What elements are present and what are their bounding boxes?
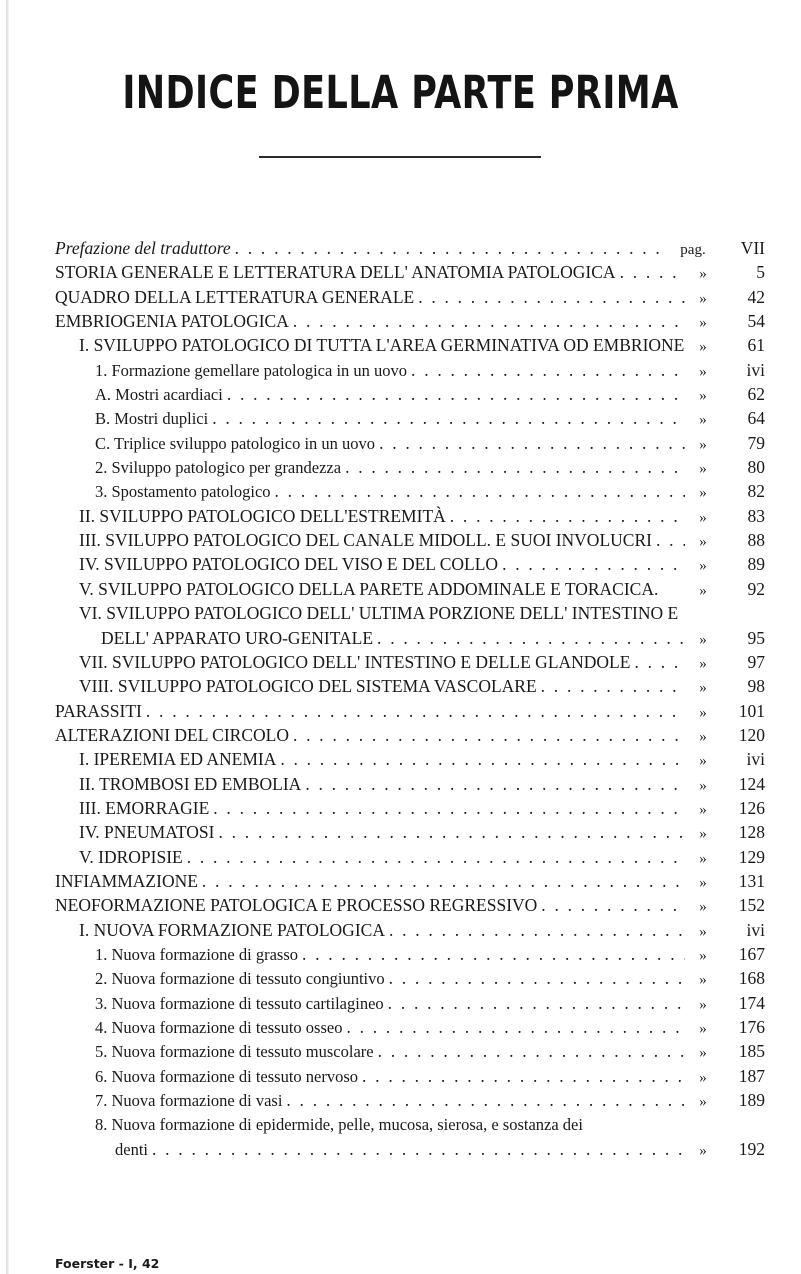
- toc-entry-page: 174: [738, 992, 765, 1013]
- toc-entry-title: INFIAMMAZIONE: [55, 870, 198, 891]
- toc-entry: [55, 603, 767, 627]
- toc-entry-title: 3. Nuova formazione di tessuto cartilagineo: [95, 993, 384, 1013]
- toc-entry: [55, 798, 767, 822]
- toc-entry: [55, 920, 767, 944]
- toc-entry: [55, 530, 767, 554]
- toc-entry-title: VI. SVILUPPO PATOLOGICO DELL' ULTIMA PORZIONE DELL' INTESTINO E: [79, 603, 679, 624]
- toc-entry: [55, 968, 767, 992]
- dot-leader: [293, 725, 685, 746]
- toc-entry-page: 92: [747, 578, 765, 599]
- dot-leader: [362, 1066, 685, 1087]
- toc-entry-title: 5. Nuova formazione di tessuto muscolare: [95, 1042, 374, 1062]
- toc-entry: [55, 895, 767, 919]
- toc-entry-title: IV. SVILUPPO PATOLOGICO DEL VISO E DEL COLLO: [79, 554, 499, 575]
- toc-entry: [55, 335, 767, 359]
- toc-entry-title: EMBRIOGENIA PATOLOGICA: [55, 311, 289, 332]
- toc-entry-page: 192: [738, 1138, 765, 1159]
- dot-leader: [280, 749, 685, 770]
- toc-entry-ref: »: [699, 899, 707, 916]
- toc-entry-title: C. Triplice sviluppo patologico in un uovo: [95, 433, 376, 453]
- dot-leader: [187, 847, 685, 868]
- toc-entry-page: 54: [747, 311, 765, 332]
- toc-entry-ref: »: [699, 582, 707, 599]
- toc-entry-title: 7. Nuova formazione di vasi: [95, 1091, 283, 1111]
- dot-leader: [418, 287, 685, 308]
- toc-entry-page: 189: [738, 1090, 765, 1111]
- toc-entry-ref: »: [699, 777, 707, 794]
- toc-entry-page: 185: [738, 1041, 765, 1062]
- toc-entry-ref: »: [699, 874, 707, 891]
- toc-entry-ref: »: [699, 509, 707, 526]
- dot-leader: [219, 822, 686, 843]
- dot-leader: [541, 895, 685, 916]
- toc-entry-page: 131: [738, 870, 765, 891]
- toc-entry-page: 128: [738, 822, 765, 843]
- toc-entry-ref: »: [699, 972, 707, 989]
- toc-entry: [55, 262, 767, 286]
- toc-entry-title: I. SVILUPPO PATOLOGICO DI TUTTA L'AREA GERMINATIVA OD EMBRIONE: [79, 335, 685, 356]
- toc-entry-title: VIII. SVILUPPO PATOLOGICO DEL SISTEMA VASCOLARE: [79, 676, 537, 697]
- toc-entry-title: I. NUOVA FORMAZIONE PATOLOGICA: [79, 919, 385, 940]
- toc-entry-ref: »: [699, 461, 707, 478]
- toc-entry: [55, 822, 767, 846]
- toc-entry-ref: »: [699, 534, 707, 551]
- toc-entry: [55, 579, 767, 603]
- toc-entry-page: ivi: [746, 359, 765, 380]
- toc-entry-title: 6. Nuova formazione di tessuto nervoso: [95, 1066, 359, 1086]
- toc-entry: [55, 1090, 767, 1114]
- toc-entry-page: 124: [738, 773, 765, 794]
- toc-entry-title: 4. Nuova formazione di tessuto osseo: [95, 1018, 343, 1037]
- toc-entry-page: 167: [738, 943, 765, 964]
- toc-entry-title: 8. Nuova formazione di epidermide, pelle, mucosa, sierosa, e sostanza dei: [95, 1115, 583, 1135]
- dot-leader: [346, 1017, 685, 1038]
- toc-entry-page: 89: [747, 554, 765, 575]
- toc-entry-title: II. SVILUPPO PATOLOGICO DELL'ESTREMITÀ: [79, 505, 446, 526]
- toc-entry-title: DELL' APPARATO URO-GENITALE: [101, 627, 374, 648]
- toc-entry-ref: »: [699, 388, 707, 405]
- dot-leader: [389, 968, 685, 989]
- toc-entry: [55, 1017, 767, 1041]
- toc-entry: [55, 725, 767, 749]
- toc-entry-page: 98: [747, 676, 765, 697]
- dot-leader: [379, 433, 685, 454]
- toc-entry-title: 1. Nuova formazione di grasso: [95, 944, 298, 964]
- dot-leader: [293, 311, 685, 332]
- toc-entry-title: III. SVILUPPO PATOLOGICO DEL CANALE MIDOLL. E SUOI INVOLUCRI: [79, 530, 652, 551]
- toc-entry-title: 3. Spostamento patologico: [95, 482, 271, 502]
- toc-entry: [55, 847, 767, 871]
- dot-leader: [286, 1090, 685, 1111]
- toc-entry-page: 80: [747, 457, 765, 478]
- toc-entry-ref: »: [699, 558, 707, 575]
- toc-entry: [55, 993, 767, 1017]
- toc-entry: [55, 1041, 767, 1065]
- toc-entry-title: A. Mostri acardiaci: [95, 385, 223, 405]
- toc-entry: [55, 676, 767, 700]
- dot-leader: [378, 1041, 685, 1062]
- toc-entry-title: denti: [115, 1139, 148, 1159]
- toc-entry-ref: »: [699, 923, 707, 940]
- toc-entry-ref: pag.: [680, 242, 706, 258]
- toc-entry-ref: »: [699, 826, 707, 843]
- toc-entry-page: 64: [747, 408, 765, 429]
- toc-entry: [55, 1139, 767, 1163]
- dot-leader: [212, 408, 685, 429]
- toc-entry: [55, 457, 767, 481]
- dot-leader: [305, 774, 685, 795]
- toc-entry: [55, 652, 767, 676]
- toc-entry-ref: »: [699, 947, 707, 964]
- toc-entry: [55, 1114, 767, 1138]
- toc-entry-ref: »: [699, 801, 707, 818]
- dot-leader: [620, 262, 685, 283]
- toc-entry-title: B. Mostri duplici: [95, 409, 209, 429]
- toc-entry-ref: »: [699, 728, 707, 745]
- toc-entry-title: ALTERAZIONI DEL CIRCOLO: [55, 724, 289, 745]
- dot-leader: [213, 798, 685, 819]
- toc-entry-page: VII: [740, 238, 765, 258]
- toc-entry-page: 95: [747, 627, 765, 648]
- dot-leader: [502, 554, 685, 575]
- toc-entry-ref: »: [699, 1069, 707, 1086]
- toc-entry-ref: »: [699, 485, 707, 502]
- dot-leader: [388, 993, 685, 1014]
- toc-entry-page: 101: [738, 700, 765, 721]
- toc-entry-title: QUADRO DELLA LETTERATURA GENERALE: [55, 286, 415, 307]
- toc-entry-title: III. EMORRAGIE: [79, 797, 210, 818]
- dot-leader: [146, 701, 685, 722]
- toc-entry-page: ivi: [746, 749, 765, 770]
- toc-entry: [55, 481, 767, 505]
- toc-entry-page: 126: [738, 797, 765, 818]
- toc-entry-title: I. IPEREMIA ED ANEMIA: [79, 749, 277, 770]
- toc-entry-ref: »: [699, 680, 707, 697]
- toc-entry-ref: »: [699, 412, 707, 429]
- dot-leader: [345, 457, 685, 478]
- toc-entry-page: 82: [747, 481, 765, 502]
- toc-entry: [55, 360, 767, 384]
- toc-entry: [55, 554, 767, 578]
- dot-leader: [275, 481, 685, 502]
- toc-entry-page: 83: [747, 505, 765, 526]
- dot-leader: [227, 384, 685, 405]
- toc-entry-page: 97: [747, 651, 765, 672]
- toc-entry-title: STORIA GENERALE E LETTERATURA DELL' ANATOMIA PATOLOGICA: [55, 262, 616, 283]
- toc-entry-page: 129: [738, 846, 765, 867]
- toc-entry: [55, 408, 767, 432]
- toc-entry-ref: »: [699, 850, 707, 867]
- title-rule: [259, 156, 541, 158]
- toc-entry-title: Prefazione del traduttore: [55, 238, 231, 258]
- dot-leader: [235, 238, 665, 259]
- dot-leader: [389, 920, 685, 941]
- toc-entry-title: IV. PNEUMATOSI: [79, 822, 215, 843]
- toc-entry-title: 2. Nuova formazione di tessuto congiuntivo: [95, 969, 385, 989]
- printer-signature: Foerster - I, 42: [55, 1256, 160, 1271]
- dot-leader: [152, 1139, 685, 1160]
- toc-entry-ref: »: [699, 996, 707, 1013]
- page-title: INDICE DELLA PARTE PRIMA: [122, 66, 679, 119]
- toc-entry-title: 2. Sviluppo patologico per grandezza: [95, 458, 342, 478]
- toc-entry-title: V. IDROPISIE: [79, 846, 183, 867]
- dot-leader: [202, 871, 685, 892]
- toc-entry-page: ivi: [746, 919, 765, 940]
- toc-entry-title: NEOFORMAZIONE PATOLOGICA E PROCESSO REGRESSIVO: [55, 895, 538, 916]
- toc-entry-title: PARASSITI: [55, 700, 142, 721]
- toc-entry-page: 120: [738, 724, 765, 745]
- toc-entry-page: 152: [738, 895, 765, 916]
- toc-entry-page: 5: [756, 262, 765, 283]
- page-edge: [6, 0, 9, 1274]
- toc-entry: [55, 287, 767, 311]
- toc-entry-title: 1. Formazione gemellare patologica in un uovo: [95, 360, 408, 380]
- toc-entry-page: 187: [738, 1065, 765, 1086]
- toc-entry-ref: »: [699, 1021, 707, 1037]
- toc-entry-ref: »: [699, 704, 707, 721]
- dot-leader: [411, 360, 685, 381]
- toc-entry-ref: »: [699, 631, 707, 648]
- toc-entry: [55, 701, 767, 725]
- toc-entry-page: 62: [747, 384, 765, 405]
- dot-leader: [302, 944, 685, 965]
- toc-entry-title: II. TROMBOSI ED EMBOLIA: [79, 773, 302, 794]
- toc-entry-ref: »: [699, 753, 707, 770]
- toc-entry-ref: »: [699, 363, 707, 380]
- toc-entry: [55, 944, 767, 968]
- toc-entry-ref: »: [699, 1142, 707, 1159]
- toc-entry-ref: »: [699, 315, 707, 332]
- toc-entry-ref: »: [699, 1094, 707, 1111]
- toc-entry-page: 79: [747, 432, 765, 453]
- toc-entry: [55, 628, 767, 652]
- dot-leader: [634, 652, 685, 673]
- dot-leader: [541, 676, 685, 697]
- toc-entry: [55, 506, 767, 530]
- toc-entry-ref: »: [699, 655, 707, 672]
- toc-entry-ref: »: [699, 266, 707, 283]
- toc-entry: [55, 749, 767, 773]
- toc-entry: [55, 1066, 767, 1090]
- table-of-contents: [55, 238, 767, 1163]
- toc-entry-page: 168: [738, 968, 765, 989]
- toc-entry: [55, 311, 767, 335]
- dot-leader: [450, 506, 685, 527]
- toc-entry-title: V. SVILUPPO PATOLOGICO DELLA PARETE ADDOMINALE E TORACICA.: [79, 578, 659, 599]
- toc-entry: [55, 384, 767, 408]
- toc-entry-page: 61: [747, 335, 765, 356]
- toc-entry-ref: »: [699, 339, 707, 356]
- dot-leader: [377, 628, 685, 649]
- toc-entry-ref: »: [699, 436, 707, 453]
- toc-entry-ref: »: [699, 1045, 707, 1062]
- toc-entry-page: 88: [747, 530, 765, 551]
- toc-entry: [55, 871, 767, 895]
- toc-entry: [55, 433, 767, 457]
- toc-entry: [55, 238, 767, 262]
- toc-entry-ref: »: [699, 290, 707, 307]
- toc-entry-page: 42: [747, 286, 765, 307]
- toc-entry-title: VII. SVILUPPO PATOLOGICO DELL' INTESTINO E DELLE GLANDOLE: [79, 651, 631, 672]
- dot-leader: [656, 530, 685, 551]
- toc-entry-page: 176: [738, 1017, 765, 1037]
- toc-entry: [55, 774, 767, 798]
